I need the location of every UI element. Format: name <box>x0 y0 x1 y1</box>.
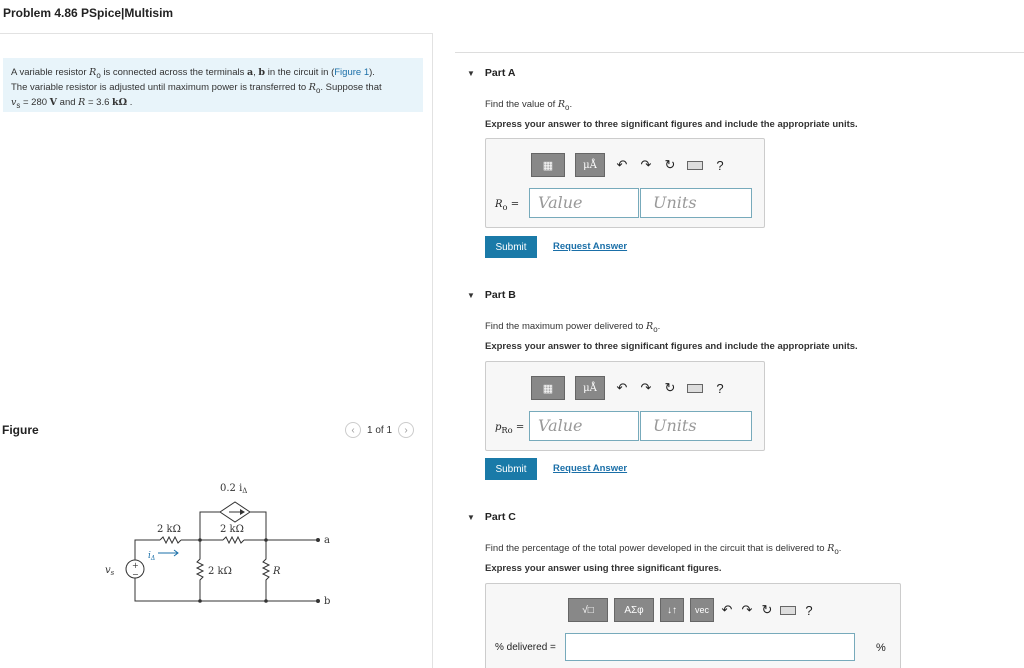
resistor-r <box>263 540 269 601</box>
part-a-answer-box <box>485 138 765 228</box>
redo-icon[interactable]: ↷ <box>640 380 652 395</box>
part-b-header[interactable]: ▼ Part B <box>467 289 516 301</box>
problem-pane <box>0 33 433 668</box>
r-label: R <box>273 566 281 577</box>
part-b-instructions: Express your answer to three significant figures and include the appropriate units. <box>485 341 858 352</box>
wire <box>135 578 318 601</box>
percent-delivered-label: % delivered = <box>495 642 556 653</box>
figure-page-count: 1 of 1 <box>367 424 393 436</box>
units-button[interactable]: μÅ <box>575 376 605 400</box>
wire <box>200 512 220 540</box>
minus-label: − <box>132 570 139 579</box>
collapse-triangle-icon[interactable]: ▼ <box>467 68 475 78</box>
chevron-left-icon[interactable]: ‹ <box>345 422 361 438</box>
part-b-answer-box <box>485 361 765 451</box>
figure-link[interactable]: Figure 1 <box>334 67 370 78</box>
keyboard-icon[interactable] <box>780 606 796 615</box>
resistor-r3 <box>197 540 203 601</box>
part-c-header[interactable]: ▼ Part C <box>467 511 516 523</box>
collapse-triangle-icon[interactable]: ▼ <box>467 290 475 300</box>
part-a-header[interactable]: ▼ Part A <box>467 67 516 79</box>
template-button[interactable]: ▦ <box>531 153 565 177</box>
template-button[interactable]: ▦ <box>531 376 565 400</box>
plus-label: + <box>132 561 139 570</box>
percent-delivered-input[interactable] <box>565 633 855 661</box>
value-input[interactable]: Value <box>529 188 639 218</box>
undo-icon[interactable]: ↶ <box>616 380 628 395</box>
symbols-button[interactable]: ΑΣφ <box>614 598 654 622</box>
keyboard-icon[interactable] <box>687 161 703 170</box>
terminal-b-label: b <box>324 596 331 607</box>
undo-icon[interactable]: ↶ <box>721 602 733 617</box>
vector-button[interactable]: vec <box>690 598 714 622</box>
part-a-request-answer-link[interactable]: Request Answer <box>553 241 628 252</box>
part-c-instructions: Express your answer using three significant figures. <box>485 563 722 574</box>
part-b-prompt: Find the maximum power delivered to $R_o$. <box>485 321 661 334</box>
terminal-a <box>316 538 320 542</box>
resistor-r1 <box>160 537 181 543</box>
units-input[interactable]: Units <box>640 411 752 441</box>
help-button[interactable]: ? <box>716 380 724 396</box>
dep-source-label: 0.2 $i_\Delta$ <box>220 483 248 495</box>
collapse-triangle-icon[interactable]: ▼ <box>467 512 475 522</box>
terminal-b <box>316 599 320 603</box>
r2-label: 2 kΩ <box>220 524 244 535</box>
part-c-answer-box <box>485 583 901 668</box>
part-b-submit-button[interactable]: Submit <box>485 458 537 480</box>
arrows-button[interactable]: ↓↑ <box>660 598 684 622</box>
ro-field-label: $R_o$ = <box>495 199 520 212</box>
answer-toolbar <box>531 153 727 177</box>
percent-unit: % <box>876 642 886 654</box>
dependent-arrowhead <box>240 509 245 515</box>
chevron-right-icon[interactable]: › <box>398 422 414 438</box>
value-input[interactable]: Value <box>529 411 639 441</box>
part-a-submit-button[interactable]: Submit <box>485 236 537 258</box>
node-dot <box>198 599 202 603</box>
answer-pane <box>455 52 1024 668</box>
part-a-prompt: Find the value of $R_o$. <box>485 99 573 112</box>
math-template-button[interactable]: √□ <box>568 598 608 622</box>
keyboard-icon[interactable] <box>687 384 703 393</box>
redo-icon[interactable]: ↷ <box>741 602 753 617</box>
undo-icon[interactable]: ↶ <box>616 157 628 172</box>
reset-icon[interactable]: ↻ <box>664 157 676 172</box>
pro-field-label: $p_{Ro}$ = <box>495 422 525 435</box>
resistor-r2 <box>223 537 244 543</box>
node-dot <box>264 538 268 542</box>
wire <box>250 512 266 540</box>
page-title: Problem 4.86 PSpice|Multisim <box>3 6 174 20</box>
r3-label: 2 kΩ <box>208 566 232 577</box>
r1-label: 2 kΩ <box>157 524 181 535</box>
units-button[interactable]: μÅ <box>575 153 605 177</box>
part-b-request-answer-link[interactable]: Request Answer <box>553 463 628 474</box>
part-c-prompt: Find the percentage of the total power developed in the circuit that is delivered to $R_o$. <box>485 543 842 556</box>
units-input[interactable]: Units <box>640 188 752 218</box>
reset-icon[interactable]: ↻ <box>664 380 676 395</box>
vs-label: $v_s$ <box>105 565 115 577</box>
current-label: $i_\Delta$ <box>148 551 156 562</box>
node-dot <box>264 599 268 603</box>
help-button[interactable]: ? <box>805 602 813 618</box>
figure-pager <box>345 422 414 438</box>
redo-icon[interactable]: ↷ <box>640 157 652 172</box>
figure-label: Figure <box>2 423 39 437</box>
reset-icon[interactable]: ↻ <box>761 602 773 617</box>
node-dot <box>198 538 202 542</box>
circuit-diagram <box>100 474 340 614</box>
answer-toolbar <box>568 598 816 622</box>
answer-toolbar <box>531 376 727 400</box>
terminal-a-label: a <box>324 535 330 546</box>
part-a-instructions: Express your answer to three significant figures and include the appropriate units. <box>485 119 858 130</box>
help-button[interactable]: ? <box>716 157 724 173</box>
problem-statement: A variable resistor $R_o$ is connected across the terminals a, b in the circuit in (Figure 1). The variable resistor is adjusted until maximum power is transferred to $R_o$. Suppose that $v_s = 280$ V and R = 3.6 kΩ . <box>3 58 423 112</box>
